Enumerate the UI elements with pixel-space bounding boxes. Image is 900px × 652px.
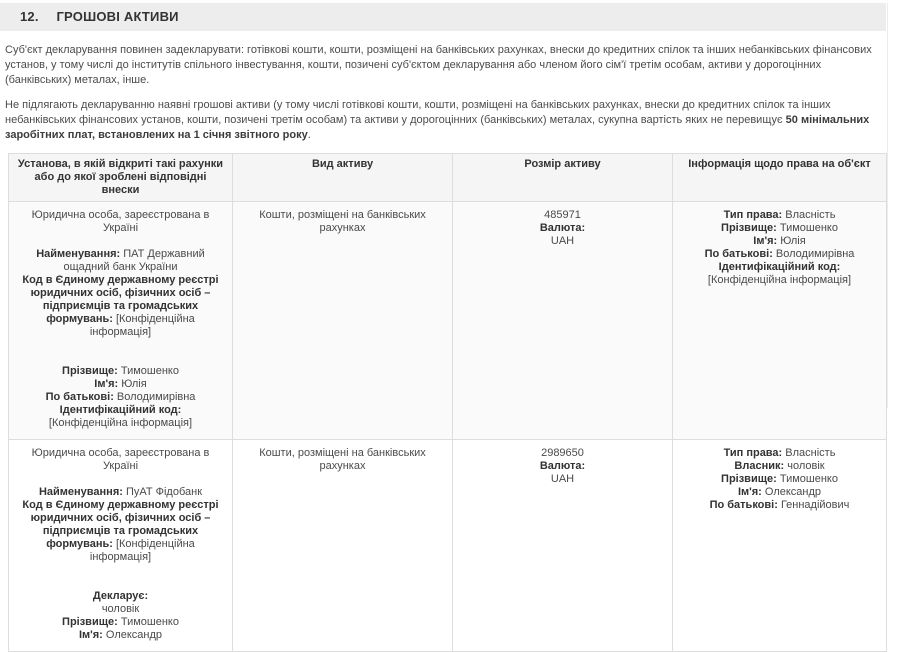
cell-line: Ім'я: Олександр — [78, 629, 163, 641]
cell-line — [463, 222, 662, 235]
cell-asset-size — [453, 202, 673, 440]
table-row — [9, 202, 887, 440]
cell-line: Код в Єдиному державному реєстрі юридичних осіб, фізичних осіб – підприємців та громадських формувань: [Конфіденційна інформація] — [22, 499, 219, 563]
cell-line: 485971 — [544, 209, 581, 221]
cell-line: Найменування: ПАТ Державний ощадний банк України — [36, 248, 205, 273]
table-row — [9, 440, 887, 652]
cell-field-label: Ім'я: — [753, 235, 778, 247]
cell-line: Ім'я: Олександр — [737, 486, 822, 498]
cell-field-label: По батькові: — [709, 499, 778, 511]
section-title: ГРОШОВІ АКТИВИ — [56, 9, 179, 24]
cell-line-gap — [19, 564, 222, 577]
column-header-institution: Установа, в якій відкриті такі рахунки або до якої зроблені відповідні внески — [9, 154, 233, 202]
assets-table — [8, 153, 887, 652]
cell-asset-type — [233, 202, 453, 440]
intro-paragraph-2-bold: 50 мінімальних заробітних плат, встановлених на 1 січня звітного року — [5, 114, 870, 141]
cell-field-label: Ідентифікаційний код: — [718, 261, 841, 273]
cell-line: Прізвище: Тимошенко — [62, 365, 179, 377]
cell-field-label: Ідентифікаційний код: — [59, 404, 182, 416]
cell-line: По батькові: Володимирівна — [45, 391, 196, 403]
cell-line: Ім'я: Юлія — [94, 378, 147, 390]
cell-line: Юридична особа, зареєстрована в Україні — [31, 209, 210, 234]
intro-paragraph-2-end: . — [307, 129, 311, 141]
declaration-page — [0, 3, 900, 641]
cell-field-label: Код в Єдиному державному реєстрі юридичних осіб, фізичних осіб – підприємців та громадських формувань: — [22, 499, 219, 550]
page-right-gutter — [887, 3, 900, 408]
cell-line-gap — [19, 339, 222, 352]
column-header-rights-info: Інформація щодо права на об'єкт — [673, 154, 887, 202]
cell-field-label: Валюта: — [539, 460, 586, 472]
cell-line: 2989650 — [541, 447, 584, 459]
cell-field-label: По батькові: — [704, 248, 773, 260]
cell-line: Тип права: Власність — [723, 209, 836, 221]
cell-field-label: Тип права: — [723, 447, 783, 459]
cell-institution — [9, 202, 233, 440]
cell-line: Ідентифікаційний код: [Конфіденційна інформація] — [48, 404, 193, 429]
cell-field-label: Декларує: — [92, 590, 149, 602]
table-header-row — [9, 154, 887, 202]
section-number: 12. — [20, 9, 39, 24]
cell-line: Код в Єдиному державному реєстрі юридичних осіб, фізичних осіб – підприємців та громадських формувань: [Конфіденційна інформація] — [22, 274, 219, 338]
section-header — [0, 3, 886, 31]
intro-paragraph-2 — [5, 98, 878, 143]
cell-line: Кошти, розміщені на банківських рахунках — [259, 447, 426, 472]
cell-field-label: Код в Єдиному державному реєстрі юридичних осіб, фізичних осіб – підприємців та громадських формувань: — [22, 274, 219, 325]
cell-field-label: Прізвище: — [721, 222, 777, 234]
cell-asset-size — [453, 440, 673, 652]
cell-line: Ідентифікаційний код: [Конфіденційна інформація] — [707, 261, 852, 286]
cell-line-gap — [19, 473, 222, 486]
cell-line: Найменування: ПуАТ Фідобанк — [38, 486, 203, 498]
cell-field-label: Прізвище: — [62, 616, 118, 628]
cell-line-gap — [19, 577, 222, 590]
cell-line: Кошти, розміщені на банківських рахунках — [259, 209, 426, 234]
cell-line: UAH — [550, 235, 575, 247]
cell-rights — [673, 202, 887, 440]
intro-text — [0, 31, 884, 143]
cell-field-label: Найменування: — [36, 248, 121, 260]
cell-line: Прізвище: Тимошенко — [62, 616, 179, 628]
cell-field-label: Ім'я: — [737, 486, 762, 498]
column-header-asset-size: Розмір активу — [453, 154, 673, 202]
cell-field-label: Ім'я: — [94, 378, 119, 390]
intro-paragraph-2-text: Не підлягають декларуванню наявні грошові активи (у тому числі готівкові кошти, кошти, розміщені на банківських рахунках, внески до кредитних спілок та інших небанківських фінансових установ, кошти, позичені третім особам) та активи у дорогоцінних (банківських) металах, сукупна вартість яких не перевищує — [5, 99, 831, 126]
cell-line: Ім'я: Юлія — [753, 235, 806, 247]
cell-line: Прізвище: Тимошенко — [721, 473, 838, 485]
cell-institution — [9, 440, 233, 652]
cell-line: Тип права: Власність — [723, 447, 836, 459]
cell-line: Прізвище: Тимошенко — [721, 222, 838, 234]
cell-rights — [673, 440, 887, 652]
cell-field-label: Прізвище: — [721, 473, 777, 485]
cell-field-label: Тип права: — [723, 209, 783, 221]
cell-field-label: По батькові: — [45, 391, 114, 403]
column-header-asset-type: Вид активу — [233, 154, 453, 202]
cell-line-gap — [19, 352, 222, 365]
cell-field-label: Валюта: — [539, 222, 586, 234]
cell-line: По батькові: Геннадійович — [709, 499, 850, 511]
cell-field-label: Прізвище: — [62, 365, 118, 377]
intro-paragraph-1 — [5, 43, 878, 88]
cell-line — [463, 460, 662, 473]
cell-line: чоловік — [101, 603, 140, 615]
cell-field-label: Ім'я: — [78, 629, 103, 641]
cell-line — [19, 590, 222, 603]
cell-line: По батькові: Володимирівна — [704, 248, 855, 260]
cell-line-gap — [19, 235, 222, 248]
cell-line: UAH — [550, 473, 575, 485]
cell-field-label: Найменування: — [38, 486, 123, 498]
cell-field-label: Власник: — [734, 460, 785, 472]
cell-line: Юридична особа, зареєстрована в Україні — [31, 447, 210, 472]
assets-table-body — [9, 202, 887, 652]
cell-line: Власник: чоловік — [734, 460, 825, 472]
intro-paragraph-1-text: Суб'єкт декларування повинен задекларувати: готівкові кошти, кошти, розміщені на банківських рахунках, внески до кредитних спілок та інших небанківських фінансових установ, у тому числі до інститутів спільного інвестування, кошти, позичені суб'єктом декларування або членом його сім'ї третім особам, активи у дорогоцінних (банківських) металах, інше. — [5, 44, 872, 86]
cell-asset-type — [233, 440, 453, 652]
